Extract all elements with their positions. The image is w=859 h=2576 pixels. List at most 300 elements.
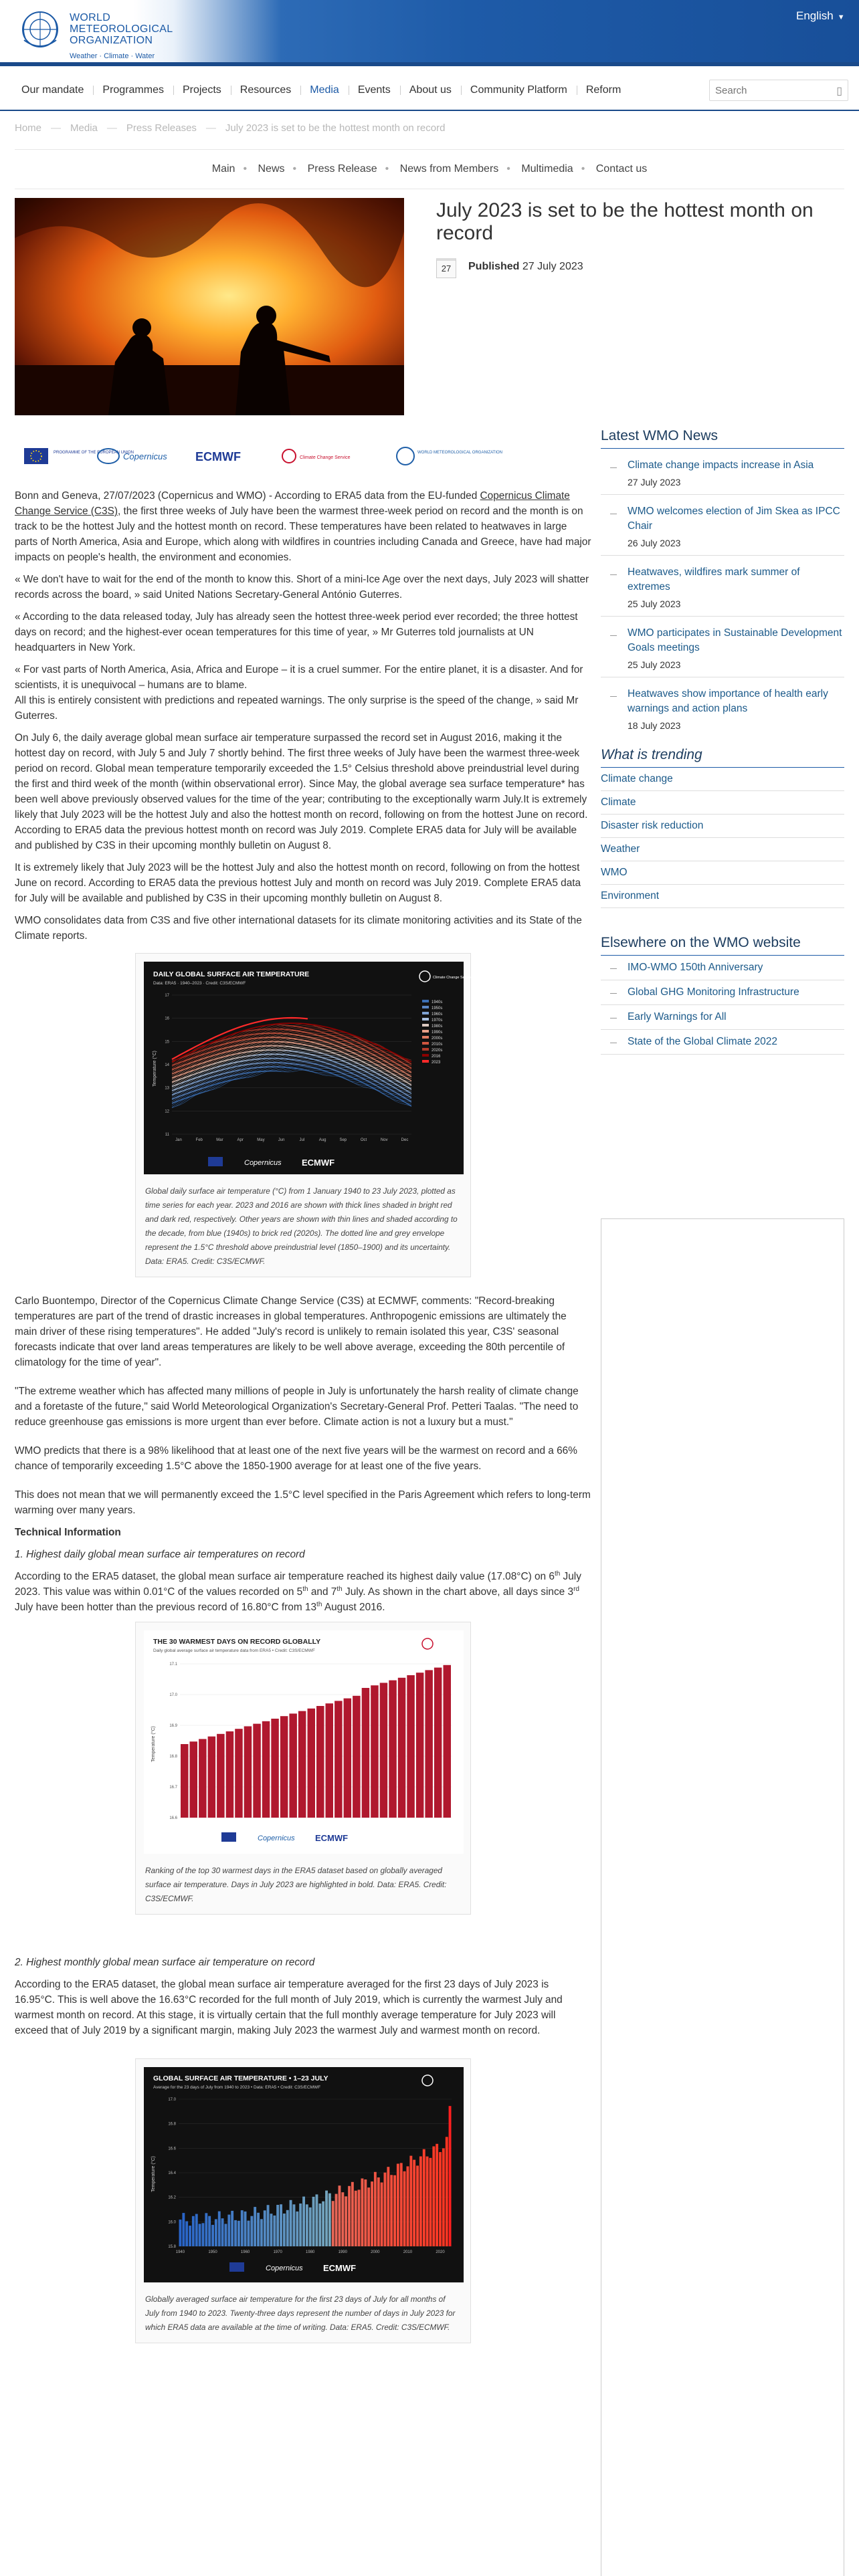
bar <box>260 2219 263 2246</box>
news-date: 25 July 2023 <box>628 659 681 670</box>
bar <box>316 2194 318 2246</box>
bar <box>341 2192 344 2246</box>
y-tick-label: 16.8 <box>169 1755 177 1759</box>
y-tick-label: 15 <box>165 1040 169 1045</box>
bar <box>332 2201 335 2246</box>
c3s-label: Climate Change Service <box>433 976 473 980</box>
chevron-down-icon: ▼ <box>837 13 845 21</box>
trending-item[interactable]: Environment <box>601 885 844 908</box>
nav-item-our-mandate[interactable]: Our mandate <box>21 84 84 96</box>
trending-item[interactable]: WMO <box>601 861 844 885</box>
c3s-label: Climate Change Service <box>300 455 351 460</box>
bar <box>234 2220 237 2246</box>
article-title: July 2023 is set to be the hottest month on record <box>436 199 814 244</box>
paragraph: « We don't have to wait for the end of the month to know this. Short of a mini-Ice Age over the next days, July 2023 will shatter records across the board, » said United Nations Secretary-General António Guterres. <box>15 574 589 601</box>
ecmwf-label: ECMWF <box>323 2263 357 2273</box>
nav-item-events[interactable]: Events <box>349 72 400 108</box>
bar <box>407 2166 409 2246</box>
bar <box>296 2212 298 2246</box>
legend-swatch <box>422 1060 429 1063</box>
y-tick-label: 16.2 <box>168 2195 176 2200</box>
figure-daily-temperature <box>135 953 471 1277</box>
bar <box>434 1668 442 1818</box>
eu-flag-icon <box>208 1157 223 1166</box>
breadcrumb-press-releases[interactable]: Press Releases <box>126 122 197 134</box>
bar <box>367 2187 370 2246</box>
paragraph: Carlo Buontempo, Director of the Copernicus Climate Change Service (C3S) at ECMWF, comments: "Record-breaking temperatures are part of the trend of drastic increases in global temperatures. Anthropogenic emissions are ultimately the main driver of these rising temperatures". He added "July's record is unlikely to remain isolated this year, C3S' seasonal forecasts indicate that over land areas temperatures are likely to be well above average, exceeding the 80th percentile of climatology for the time of year". <box>15 1295 567 1368</box>
bar <box>423 2149 425 2246</box>
bar <box>426 2157 429 2246</box>
main-nav <box>0 72 859 108</box>
bar <box>358 2189 361 2246</box>
legend-swatch <box>422 1000 429 1002</box>
news-item[interactable] <box>601 677 844 738</box>
x-tick-label: Jul <box>299 1138 305 1142</box>
legend-label: 2016 <box>432 1055 441 1059</box>
bar <box>199 2224 201 2246</box>
legend-label: 2000s <box>432 1037 443 1041</box>
bar <box>436 2144 438 2246</box>
bar <box>244 2212 247 2246</box>
eu-programme-label: PROGRAMME OF THE EUROPEAN UNION <box>54 451 134 455</box>
news-date: 18 July 2023 <box>628 720 681 731</box>
subnav-multimedia[interactable]: Multimedia <box>521 163 573 175</box>
bar <box>398 1678 406 1818</box>
bar <box>439 2152 442 2246</box>
subnav-news-from-members[interactable]: News from Members <box>399 163 499 175</box>
elsewhere-link[interactable]: Global GHG Monitoring Infrastructure <box>601 980 844 1005</box>
legend-label: 1990s <box>432 1031 443 1035</box>
legend-swatch <box>422 1006 429 1008</box>
y-axis-label: Temperature (°C) <box>153 1051 157 1087</box>
bar <box>328 2193 331 2246</box>
bar <box>361 2179 364 2247</box>
bar <box>226 1731 234 1818</box>
y-tick-label: 15.8 <box>168 2245 176 2249</box>
wmo-emblem-icon <box>397 447 414 465</box>
bar <box>181 1744 189 1818</box>
legend-swatch <box>422 1024 429 1027</box>
subnav-news[interactable]: News <box>258 163 285 175</box>
bar <box>393 2175 396 2246</box>
trending-item[interactable]: Climate change <box>601 768 844 791</box>
bar <box>190 1741 198 1818</box>
news-title[interactable]: Heatwaves, wildfires mark summer of extremes <box>628 566 800 593</box>
nav-item-about-us[interactable]: About us <box>400 72 461 108</box>
news-item[interactable] <box>601 617 844 677</box>
bar <box>298 1711 306 1818</box>
x-tick-label: 1990 <box>338 2250 347 2254</box>
bar <box>218 2212 221 2246</box>
x-tick-label: Sep <box>339 1138 347 1142</box>
x-tick-label: 1950 <box>208 2250 217 2254</box>
nav-item-media[interactable]: Media <box>300 72 349 108</box>
bar <box>306 2204 308 2246</box>
chart-title: GLOBAL SURFACE AIR TEMPERATURE • 1–23 JULY <box>153 2074 328 2082</box>
bar <box>387 2167 389 2246</box>
copernicus-logo-text: Copernicus <box>123 451 167 461</box>
bar <box>322 2202 324 2246</box>
wmo-logo-icon[interactable] <box>16 7 64 55</box>
bar <box>449 2106 452 2246</box>
bar <box>381 2183 383 2247</box>
bar <box>326 1703 334 1818</box>
x-tick-label: 1980 <box>306 2250 315 2254</box>
bar <box>237 2221 240 2246</box>
section-heading: Technical Information <box>15 1527 121 1538</box>
legend-label: 2010s <box>432 1043 443 1047</box>
bar <box>208 2216 211 2246</box>
chart-subtitle: Daily global average surface air temperature data from ERA5 • Credit: C3S/ECMWF <box>153 1648 315 1653</box>
hero-image-firefighters <box>15 198 404 415</box>
y-tick-label: 16.8 <box>168 2122 176 2127</box>
x-tick-label: 1940 <box>175 2250 185 2254</box>
news-title[interactable]: Heatwaves show importance of health early warnings and action plans <box>628 688 828 714</box>
y-tick-label: 16.9 <box>169 1724 177 1728</box>
breadcrumb-current: July 2023 is set to be the hottest month on record <box>225 122 446 134</box>
legend-label: 1950s <box>432 1006 443 1010</box>
figure-caption: Global daily surface air temperature (°C) from 1 January 1940 to 23 July 2023, plotted as time series for each year. 2023 and 2016 are shown with thick lines shaded in bright red and dark red, respectively. Other years are shown with thin lines and shaded according to the decade, from blue (1940s) to brick red (2020s). The dotted line and grey envelope represent the 1.5°C threshold above preindustrial level (1850–1900) and its uncertainty. Data: ERA5. Credit: C3S/ECMWF. <box>145 1186 458 1266</box>
y-tick-label: 11 <box>165 1133 169 1137</box>
subnav-press-release[interactable]: Press Release <box>307 163 377 175</box>
chart-subtitle: Data: ERA5 · 1940–2023 · Credit: C3S/ECMWF <box>153 981 246 986</box>
bar <box>267 2205 270 2246</box>
paragraph: According to the ERA5 dataset, the global mean surface air temperature averaged for the first 23 days of July 2023 is 16.95°C. This is well above the 16.63°C recorded for the full month of July 2019, which is currently the warmest July and warmest month on record. At this stage, it is virtually certain that the full monthly average temperature for July 2023 will exceed that of July 2019 by a significant margin, making July 2023 the warmest July and warmest month on record. <box>15 1979 563 2036</box>
ecmwf-label: ECMWF <box>315 1833 349 1843</box>
language-selector[interactable] <box>796 9 845 23</box>
bar <box>280 2204 282 2246</box>
y-tick-label: 16 <box>165 1016 169 1021</box>
x-tick-label: 2010 <box>403 2250 413 2254</box>
bar <box>444 1665 452 1818</box>
news-item[interactable] <box>601 495 844 556</box>
y-tick-label: 16.4 <box>168 2171 176 2175</box>
paragraph: « For vast parts of North America, Asia, Africa and Europe – it is a cruel summer. For the entire planet, it is a disaster. And for scientists, it is unequivocal – humans are to blame. All this is entirely consistent with predictions and repeated warnings. The only surprise is the speed of the change, » said Mr Guterres. <box>15 664 583 722</box>
paragraph: It is extremely likely that July 2023 will be the hottest July and also the hottest month on record, following on from the hottest June on record. According to ERA5 data the previous hottest July and month on record was July 2019. Complete ERA5 data for July will be available and published by C3S in their upcoming monthly bulletin on August 8. <box>15 862 581 904</box>
bar <box>248 2221 250 2246</box>
x-tick-label: 2020 <box>436 2250 445 2254</box>
figure-caption: Globally averaged surface air temperature for the first 23 days of July for all months of July from 1940 to 2023. Twenty-three days represent the number of days in July 2023 for which ERA5 data are available at the time of writing. Data: ERA5. Credit: C3S/ECMWF. <box>145 2294 456 2332</box>
latest-news-title: Latest WMO News <box>601 428 844 449</box>
bar <box>380 1683 388 1818</box>
bar <box>185 2222 188 2247</box>
sidebar <box>601 428 844 1055</box>
bar <box>362 1688 370 1818</box>
breadcrumb: Home — Media — Press Releases — July 2023 is set to be the hottest month on record <box>15 122 446 134</box>
org-name-line: ORGANIZATION <box>70 35 153 46</box>
figure-july-average-temperature <box>135 2058 471 2343</box>
site-header <box>0 0 859 66</box>
news-title[interactable]: WMO welcomes election of Jim Skea as IPCC Chair <box>628 506 840 532</box>
bar <box>286 2210 289 2246</box>
news-date: 25 July 2023 <box>628 599 681 609</box>
news-title[interactable]: Climate change impacts increase in Asia <box>628 459 814 471</box>
bar <box>217 1734 225 1818</box>
bar <box>416 2165 419 2246</box>
breadcrumb-home[interactable]: Home <box>15 122 42 134</box>
elsewhere-link[interactable]: Early Warnings for All <box>601 1005 844 1030</box>
ecmwf-logo-text: ECMWF <box>195 450 241 463</box>
bar <box>335 1701 343 1818</box>
paragraph: On July 6, the daily average global mean surface air temperature surpassed the record set in August 2016, making it the hottest day on record, with July 5 and July 7 shortly behind. The first three weeks of July have been the warmest three-week period on record. Global mean temperature temporarily exceeded the 1.5° Celsius threshold above preindustrial level during the first and third week of the month (within observational error). Since May, the global average sea surface temperature* has been well above previously observed values for the time of the year; contributing to the exceptionally warm July.It is extremely likely that July 2023 will be the hottest July and also the hottest month on record, following on from the hottest June on record. According to ERA5 data the previous hottest month on record was July 2019. Complete ERA5 data for July will be available and published by C3S in their upcoming monthly bulletin on August 8. <box>15 732 588 851</box>
bar <box>262 1721 270 1818</box>
news-date: 26 July 2023 <box>628 538 681 548</box>
paragraph: "The extreme weather which has affected many millions of people in July is unfortunately the harsh reality of climate change and a foretaste of the future," said World Meteorological Organization's Secretary-General Prof. Petteri Taalas. "The need to reduce greenhouse gas emissions is more urgent than ever before. Climate action is not a luxury but a must." <box>15 1386 579 1428</box>
bar <box>345 2196 347 2246</box>
bar <box>257 2213 260 2246</box>
bar <box>403 2171 406 2246</box>
legend-swatch <box>422 1012 429 1014</box>
org-name[interactable] <box>70 12 173 46</box>
news-item[interactable] <box>601 449 844 495</box>
nav-item-reform[interactable]: Reform <box>577 72 630 108</box>
bar <box>244 1726 252 1818</box>
news-item[interactable] <box>601 556 844 617</box>
y-tick-label: 17.0 <box>169 1693 177 1697</box>
bar <box>377 2177 380 2246</box>
bar <box>253 1724 261 1818</box>
x-tick-label: Aug <box>318 1138 326 1142</box>
chart-title: DAILY GLOBAL SURFACE AIR TEMPERATURE <box>153 970 310 978</box>
bar <box>195 2214 198 2246</box>
bar <box>299 2204 302 2246</box>
org-name-line: WORLD <box>70 12 111 23</box>
legend-label: 1940s <box>432 1000 443 1004</box>
elsewhere-title: Elsewhere on the WMO website <box>601 935 844 956</box>
x-tick-label: Dec <box>401 1138 409 1142</box>
bar <box>273 2216 276 2246</box>
x-tick-label: Nov <box>380 1138 388 1142</box>
legend-swatch <box>422 1042 429 1045</box>
bar <box>325 2191 328 2246</box>
paragraph: This does not mean that we will permanently exceed the 1.5°C level specified in the Paris Agreement which refers to long-term warming over many years. <box>15 1489 591 1516</box>
bar <box>270 2214 273 2246</box>
legend-label: 2023 <box>432 1061 441 1065</box>
bar <box>254 2207 256 2246</box>
y-axis-label: Temperature (°C) <box>151 2156 156 2192</box>
nav-item-community-platform[interactable]: Community Platform <box>461 72 577 108</box>
climate-change-service-icon <box>282 449 296 463</box>
language-label: English <box>796 9 834 22</box>
y-tick-label: 16.0 <box>168 2220 176 2225</box>
figure-30-warmest-days <box>135 1622 471 1915</box>
subnav-contact-us[interactable]: Contact us <box>595 163 648 175</box>
bar <box>400 2163 403 2246</box>
bar <box>182 2213 185 2246</box>
x-tick-label: Mar <box>216 1138 223 1142</box>
paragraph: WMO consolidates data from C3S and five other international datasets for its climate monitoring activities and its State of the Climate reports. <box>15 915 582 942</box>
bar <box>211 2225 214 2246</box>
org-name-line: METEOROLOGICAL <box>70 23 173 35</box>
bar <box>432 2147 435 2247</box>
bar <box>179 2220 182 2246</box>
legend-swatch <box>422 1018 429 1021</box>
chart-title: THE 30 WARMEST DAYS ON RECORD GLOBALLY <box>153 1638 321 1646</box>
trending-item[interactable]: Weather <box>601 838 844 861</box>
y-tick-label: 13 <box>165 1086 169 1091</box>
y-axis-label: Temperature (°C) <box>151 1726 156 1762</box>
legend-swatch <box>422 1036 429 1039</box>
x-tick-label: May <box>257 1138 265 1142</box>
chart-subtitle: Average for the 23 days of July from 1940 to 2023 • Data: ERA5 • Credit: C3S/ECMWF <box>153 2085 321 2090</box>
subsection-heading: 1. Highest daily global mean surface air temperatures on record <box>15 1549 305 1560</box>
eu-flag-icon <box>221 1832 236 1842</box>
legend-label: 2020s <box>432 1049 443 1053</box>
bar <box>364 2179 367 2246</box>
bar <box>289 1713 297 1818</box>
x-tick-label: Apr <box>237 1138 244 1142</box>
bar <box>355 2191 357 2246</box>
bar <box>221 2218 224 2246</box>
bar <box>271 1719 279 1818</box>
bar <box>199 1739 207 1818</box>
y-tick-label: 14 <box>165 1063 169 1067</box>
search-input[interactable] <box>715 84 822 97</box>
embedded-widget-frame <box>601 1218 844 2576</box>
chart-july-global-temperature <box>144 2067 464 2282</box>
y-tick-label: 17.0 <box>168 2098 176 2102</box>
y-tick-label: 17.1 <box>169 1662 177 1667</box>
x-tick-label: Feb <box>195 1138 203 1142</box>
bar <box>231 2211 233 2246</box>
bar <box>276 2205 279 2246</box>
bar <box>235 1729 243 1818</box>
y-tick-label: 17 <box>165 994 169 998</box>
bar <box>293 2204 296 2246</box>
bar <box>397 2164 399 2247</box>
bar <box>283 2214 286 2246</box>
breadcrumb-media[interactable]: Media <box>70 122 98 134</box>
bar <box>413 2160 415 2246</box>
paragraph: Bonn and Geneva, 27/07/2023 (Copernicus and WMO) - According to ERA5 data from the EU-funded Copernicus Climate Change Service (C3S), the first three weeks of July have been the warmest three-week period on record and the month is on track to be the hottest July and the hottest month on record. These temperatures have been related to heatwaves in large parts of North America, Asia and Europe, which along with wildfires in countries including Canada and Greece, have had major impacts on people's health, the environment and economies. <box>15 490 591 563</box>
nav-item-programmes[interactable]: Programmes <box>93 72 173 108</box>
bar <box>227 2215 230 2246</box>
publish-day: 27 <box>441 263 452 274</box>
bar <box>390 2175 393 2246</box>
bar <box>371 2181 373 2246</box>
bar <box>312 2197 315 2246</box>
bar <box>280 1716 288 1818</box>
bar <box>192 2216 195 2246</box>
legend-swatch <box>422 1030 429 1033</box>
bar <box>407 1675 415 1818</box>
trending-item[interactable]: Climate <box>601 791 844 815</box>
news-title[interactable]: WMO participates in Sustainable Development Goals meetings <box>628 627 842 653</box>
wmo-partner-label: WORLD METEOROLOGICAL ORGANIZATION <box>417 451 503 455</box>
tagline: Weather · Climate · Water <box>70 52 155 60</box>
legend-swatch <box>422 1048 429 1051</box>
published-date: 27 July 2023 <box>522 261 583 272</box>
bar <box>225 2224 227 2246</box>
legend-label: 1970s <box>432 1018 443 1023</box>
bar <box>353 1696 361 1818</box>
bar <box>351 2182 354 2246</box>
bar <box>208 1737 216 1818</box>
bar <box>202 2223 205 2246</box>
bar <box>442 2149 445 2247</box>
bar <box>409 2156 412 2246</box>
trending-title: What is trending <box>601 747 844 768</box>
elsewhere-link[interactable]: IMO-WMO 150th Anniversary <box>601 956 844 980</box>
bar <box>389 1681 397 1818</box>
x-tick-label: 2000 <box>371 2250 380 2254</box>
x-tick-label: Jan <box>175 1138 182 1142</box>
x-tick-label: 1970 <box>273 2250 282 2254</box>
bar <box>419 2157 422 2247</box>
partner-logos <box>15 443 503 469</box>
bar <box>318 2204 321 2246</box>
legend-swatch <box>422 1054 429 1057</box>
bar <box>241 2210 244 2246</box>
bar <box>290 2200 292 2246</box>
bar <box>384 2173 387 2246</box>
bar <box>316 1706 324 1818</box>
search-icon[interactable]: ▯ <box>836 86 842 97</box>
bar <box>371 1685 379 1818</box>
subsection-heading: 2. Highest monthly global mean surface air temperature on record <box>15 1957 315 1968</box>
nav-item-resources[interactable]: Resources <box>231 72 300 108</box>
bar <box>205 2213 207 2246</box>
bar <box>348 2186 351 2246</box>
x-tick-label: Jun <box>278 1138 285 1142</box>
bar <box>430 2158 432 2246</box>
article-body <box>15 488 591 2351</box>
ecmwf-label: ECMWF <box>302 1158 335 1168</box>
legend-label: 1980s <box>432 1025 443 1029</box>
copernicus-label: Copernicus <box>266 2264 303 2272</box>
y-tick-label: 16.7 <box>169 1786 177 1790</box>
paragraph: « According to the data released today, July has already seen the hottest three-week period ever recorded; the three hottest days on record; and the highest-ever ocean temperatures for this time of year, » Mr Guterres told journalists at UN headquarters in New York. <box>15 611 578 653</box>
calendar-icon <box>436 258 456 278</box>
bar <box>374 2172 377 2246</box>
bar <box>308 1709 316 1818</box>
media-subnav: Main • News • Press Release • News from Members • Multimedia • Contact us <box>211 163 648 175</box>
subnav-main[interactable]: Main <box>211 163 235 175</box>
x-tick-label: Oct <box>360 1138 367 1142</box>
bar <box>416 1673 424 1818</box>
bar <box>215 2219 217 2246</box>
nav-item-projects[interactable]: Projects <box>173 72 231 108</box>
y-tick-label: 16.6 <box>169 1816 177 1820</box>
y-tick-label: 12 <box>165 1109 169 1114</box>
published-label: Published <box>468 261 520 272</box>
bar <box>189 2226 191 2246</box>
paragraph: According to the ERA5 dataset, the global mean surface air temperature reached its highest daily value (17.08°C) on 6th July 2023. This value was within 0.01°C of the values recorded on 5th and 7th July. As shown in the chart above, all days since 3rd July have been hotter than the previous record of 16.80°C from 13th August 2016. <box>15 1570 581 1613</box>
news-date: 27 July 2023 <box>628 477 681 488</box>
elsewhere-link[interactable]: State of the Global Climate 2022 <box>601 1030 844 1055</box>
y-tick-label: 16.6 <box>168 2147 176 2151</box>
bar <box>339 2185 341 2246</box>
search-box <box>709 80 848 101</box>
x-tick-label: 1960 <box>240 2250 250 2254</box>
eu-flag-icon <box>229 2262 244 2272</box>
figure-caption: Ranking of the top 30 warmest days in the ERA5 dataset based on globally averaged surface air temperature. Days in July 2023 are highlighted in bold. Data: ERA5. Credit: C3S/ECMWF. <box>145 1866 447 1903</box>
bar <box>344 1699 352 1818</box>
published-info <box>468 261 583 273</box>
paragraph: WMO predicts that there is a 98% likelihood that at least one of the next five years will be the warmest on record and a 66% chance of temporarily exceeding 1.5°C above the 1850-1900 average for at least one of the five years. <box>15 1445 577 1472</box>
c3s-link[interactable]: Copernicus Climate Change Service (C3S) <box>15 490 570 517</box>
bar <box>335 2194 338 2246</box>
chart-30-warmest-days <box>144 1630 464 1854</box>
bar <box>250 2216 253 2246</box>
bar <box>309 2208 312 2246</box>
trending-item[interactable]: Disaster risk reduction <box>601 815 844 838</box>
copernicus-label: Copernicus <box>258 1834 295 1842</box>
bar <box>446 2137 448 2246</box>
copernicus-label: Copernicus <box>244 1159 282 1167</box>
legend-label: 1960s <box>432 1012 443 1016</box>
chart-daily-global-temperature <box>144 962 473 1174</box>
